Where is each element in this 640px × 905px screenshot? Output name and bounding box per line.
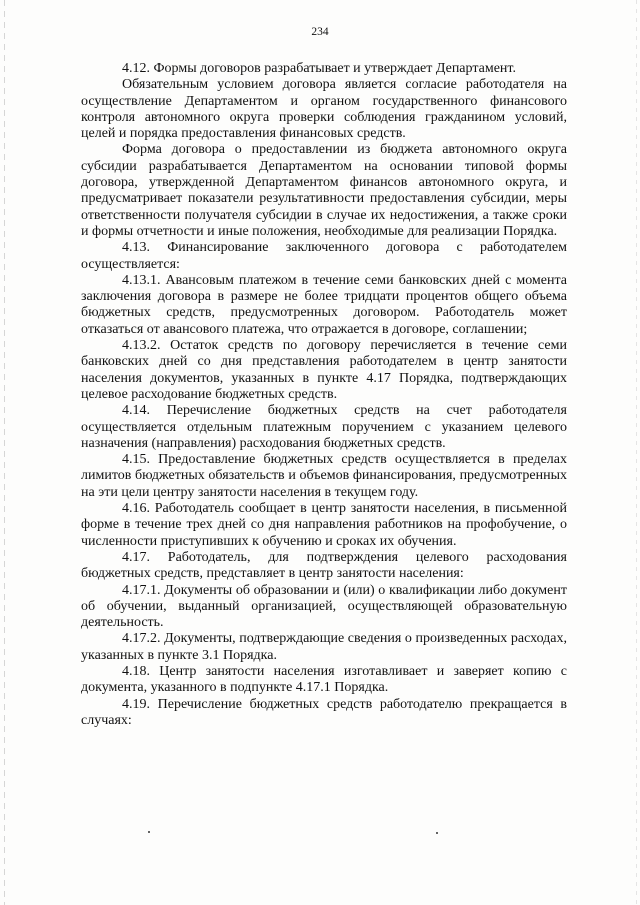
paragraph-4-13-1: 4.13.1. Авансовым платежом в течение семи банковских дней с момента заключения договора в размере не более тридцати процентов общего объема бюджетных средств, предусмотренных договором. Работодатель может отказаться от авансового платежа, что отражается в договоре, соглашении;	[81, 272, 567, 337]
paragraph-4-17-2: 4.17.2. Документы, подтверждающие сведения о произведенных расходах, указанных в пункте 3.1 Порядка.	[81, 631, 567, 663]
paragraph-4-16: 4.16. Работодатель сообщает в центр занятости населения, в письменной форме в течение трех дней со дня направления работников на профобучение, о численности приступивших к обучению и сроках их обучения.	[81, 501, 567, 549]
paragraph-4-15: 4.15. Предоставление бюджетных средств осуществляется в пределах лимитов бюджетных обязательств и объемов финансирования, предусмотренных на эти цели центру занятости населения в текущем году.	[81, 452, 567, 500]
paragraph-4-13: 4.13. Финансирование заключенного договора с работодателем осуществляется:	[81, 240, 567, 272]
paragraph-4-12: 4.12. Формы договоров разрабатывает и утверждает Департамент.	[122, 61, 516, 76]
paragraph-4-14: 4.14. Перечисление бюджетных средств на счет работодателя осуществляется отдельным платежным поручением с указанием целевого назначения (направления) расходования бюджетных средств.	[81, 403, 567, 451]
document-body	[81, 61, 567, 729]
scan-speck	[436, 832, 438, 834]
paragraph-contract-form: Форма договора о предоставлении из бюджета автономного округа субсидии разрабатывается Департаментом на основании типовой формы договора, утвержденной Департаментом финансов автономного округа, и предусматривает показатели результативности предоставления субсидии, меры ответственности получателя субсидии в случае их недостижения, а также сроки и формы отчетности и иные положения, необходимые для реализации Порядка.	[81, 142, 567, 239]
paragraph-4-19: 4.19. Перечисление бюджетных средств работодателю прекращается в случаях:	[81, 696, 567, 728]
page-number: 234	[311, 26, 329, 38]
paragraph-4-13-2: 4.13.2. Остаток средств по договору перечисляется в течение семи банковских дней со дня представления работодателем в центр занятости населения документов, указанных в пункте 4.17 Порядка, подтверждающих целевое расходование бюджетных средств.	[81, 338, 567, 402]
scan-edge-left	[4, 0, 5, 905]
scan-speck	[148, 831, 150, 833]
scan-edge-right	[636, 0, 637, 905]
paragraph-consent-condition: Обязательным условием договора является согласие работодателя на осуществление Департаментом и органом государственного финансового контроля автономного округа проверки соблюдения гражданином условий, целей и порядка предоставления финансовых средств.	[81, 77, 567, 142]
paragraph-4-18: 4.18. Центр занятости населения изготавливает и заверяет копию с документа, указанного в подпункте 4.17.1 Порядка.	[81, 663, 567, 696]
paragraph-4-17: 4.17. Работодатель, для подтверждения целевого расходования бюджетных средств, представляет в центр занятости населения:	[81, 549, 567, 582]
scan-specks	[0, 829, 640, 839]
paragraph-4-17-1: 4.17.1. Документы об образовании и (или) о квалификации либо документ об обучении, выданный организацией, осуществляющей образовательную деятельность.	[81, 582, 567, 631]
